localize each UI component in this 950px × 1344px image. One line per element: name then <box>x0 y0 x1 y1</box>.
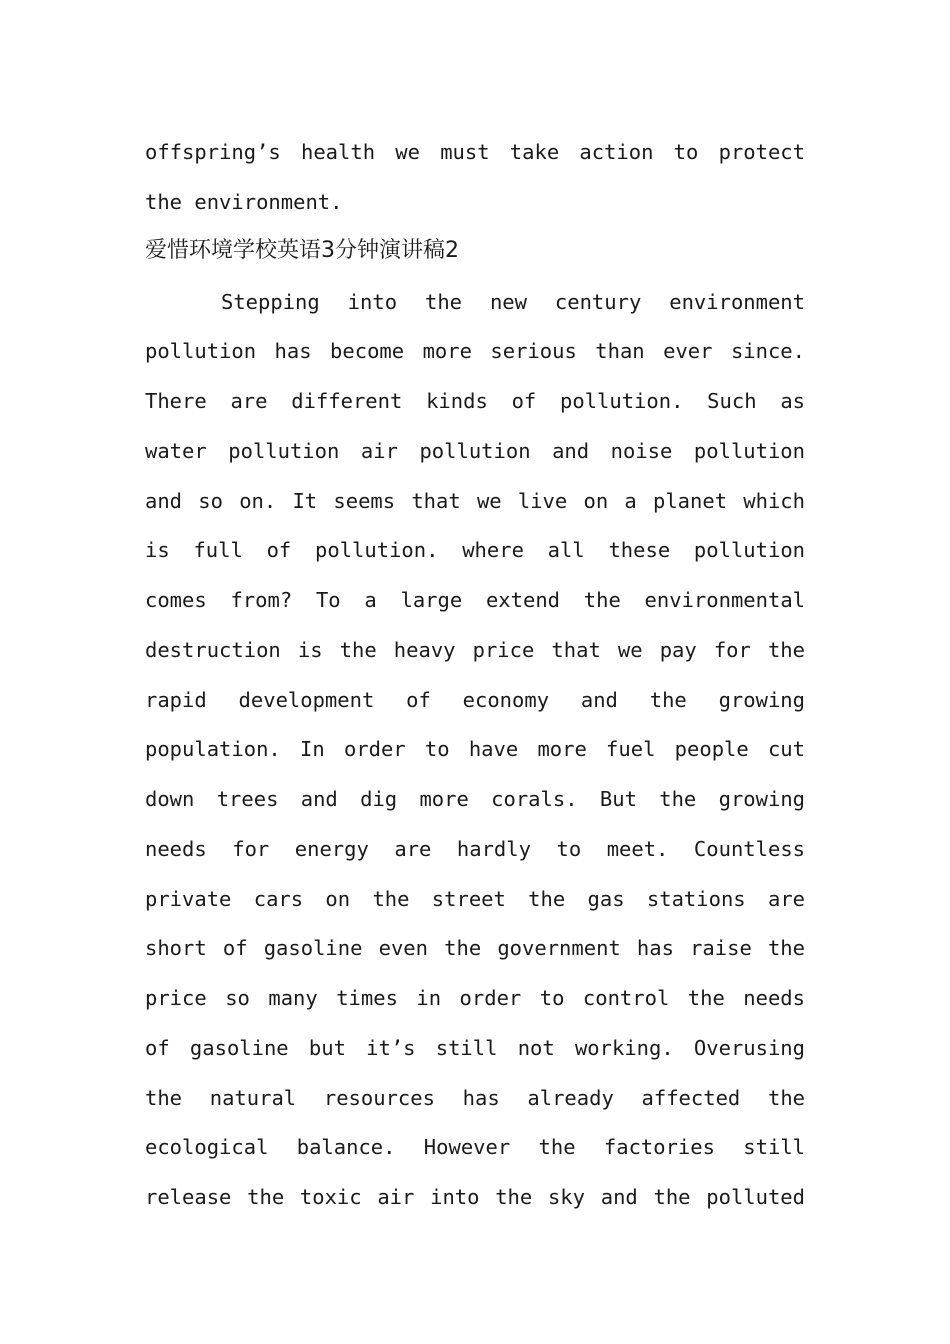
section-heading: 爱惜环境学校英语3分钟演讲稿2 <box>145 238 459 263</box>
paragraph-line: and so on. It seems that we live on a planet which <box>145 489 805 513</box>
paragraph-line: release the toxic air into the sky and the polluted <box>145 1185 805 1209</box>
paragraph-line: short of gasoline even the government has raise the <box>145 936 805 960</box>
paragraph-line: of gasoline but it’s still not working. Overusing <box>145 1036 805 1060</box>
paragraph-line: ecological balance. However the factories still <box>145 1135 805 1159</box>
paragraph-line: pollution has become more serious than ever since. <box>145 339 805 363</box>
paragraph-line: rapid development of economy and the growing <box>145 688 805 712</box>
paragraph-line: There are different kinds of pollution. Such as <box>145 389 805 413</box>
paragraph-line: down trees and dig more corals. But the growing <box>145 787 805 811</box>
paragraph-line: needs for energy are hardly to meet. Countless <box>145 837 805 861</box>
paragraph-line: price so many times in order to control the needs <box>145 986 805 1010</box>
paragraph-line: private cars on the street the gas stations are <box>145 887 805 911</box>
paragraph-line: the natural resources has already affected the <box>145 1086 805 1110</box>
paragraph-line: destruction is the heavy price that we pay for the <box>145 638 805 662</box>
paragraph-line: water pollution air pollution and noise pollution <box>145 439 805 463</box>
paragraph-line: is full of pollution. where all these pollution <box>145 538 805 562</box>
paragraph-line: the environment. <box>145 190 343 214</box>
paragraph-line: offspring’s health we must take action to protect <box>145 140 805 164</box>
paragraph-line: population. In order to have more fuel people cut <box>145 737 805 761</box>
paragraph-line: comes from? To a large extend the environmental <box>145 588 805 612</box>
paragraph-line: Stepping into the new century environment <box>221 290 805 314</box>
